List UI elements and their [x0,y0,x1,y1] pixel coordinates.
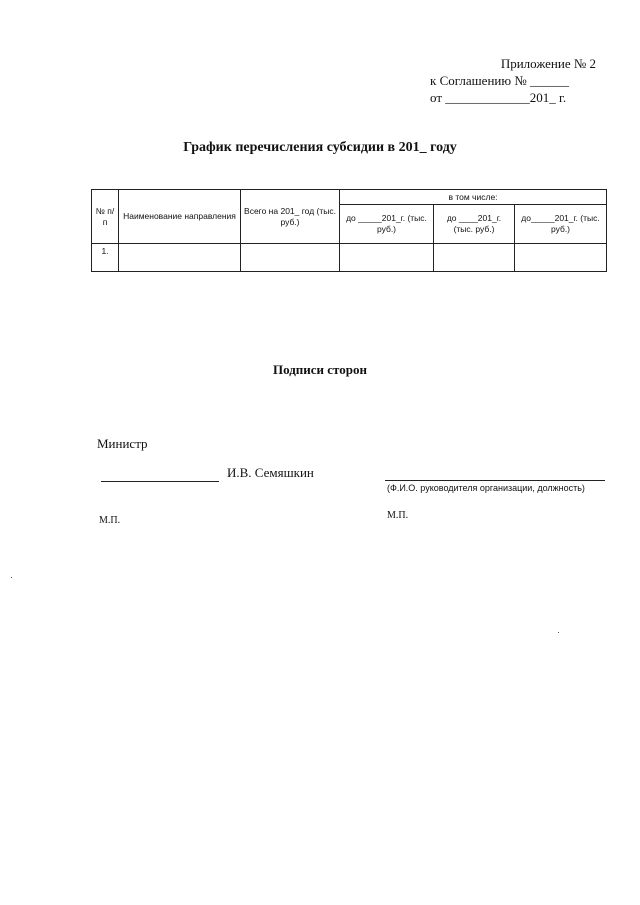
header-num: № п/п [92,190,119,244]
stamp-right: М.П. [387,510,409,521]
appendix-number: Приложение № 2 [500,56,596,71]
row-period-3-cell [515,244,607,272]
header-including: в том числе: [340,190,607,205]
agreement-date: от _____________201_ г. [430,90,567,105]
row-num: 1. [92,244,119,272]
organization-signature-caption: (Ф.И.О. руководителя организации, должность) [387,483,585,493]
organization-signature-line [385,480,605,481]
document-title: График перечисления субсидии в 201_ году [183,140,457,155]
header-total: Всего на 201_ год (тыс. руб.) [241,190,340,244]
signatures-title: Подписи сторон [272,362,367,377]
scan-speck [11,577,12,578]
minister-name: И.В. Семяшкин [227,465,314,480]
minister-signature-line [101,481,219,482]
row-total-cell [241,244,340,272]
stamp-left: М.П. [99,515,121,526]
subsidy-schedule-table [91,189,607,272]
agreement-number: к Соглашению № ______ [430,73,569,88]
header-period-1: до _____201_г. (тыс. руб.) [340,205,434,244]
header-period-2: до ____201_г. (тыс. руб.) [434,205,515,244]
row-period-2-cell [434,244,515,272]
header-period-3: до_____201_г. (тыс. руб.) [515,205,607,244]
appendix-block [430,55,610,106]
minister-label: Министр [97,436,148,451]
header-name: Наименование направления [119,190,241,244]
scan-speck [558,632,559,633]
row-period-1-cell [340,244,434,272]
row-name-cell [119,244,241,272]
